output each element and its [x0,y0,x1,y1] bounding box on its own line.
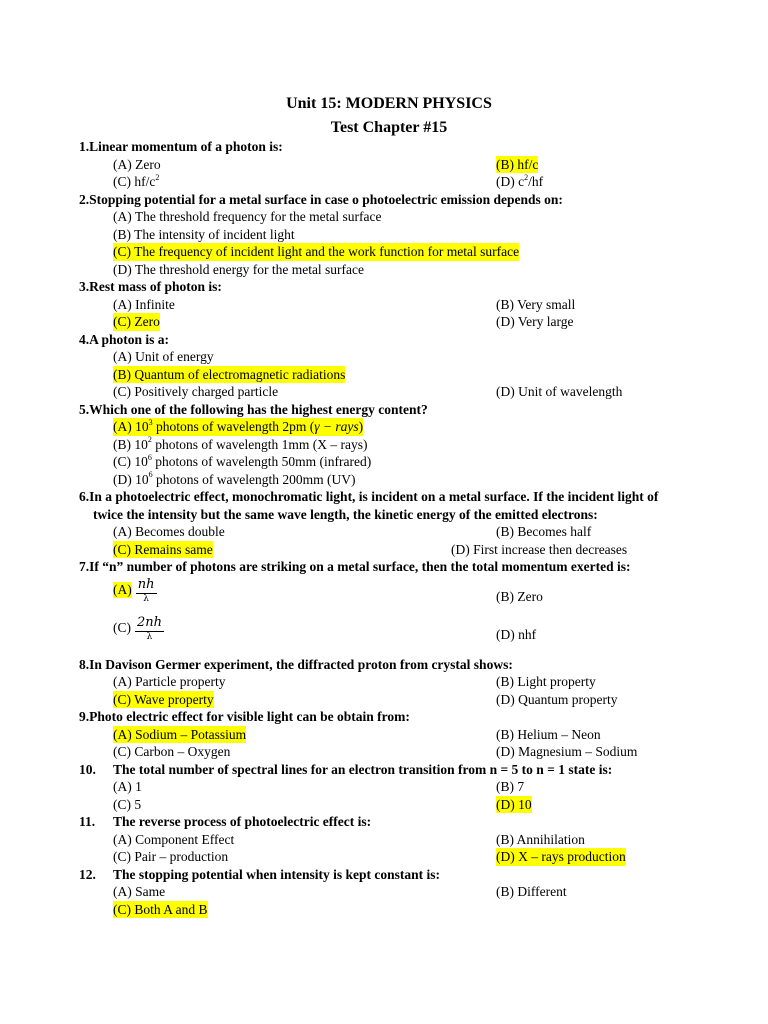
q12-option-a: (A) Same [113,884,166,899]
q8-option-a: (A) Particle property [113,674,226,689]
question-8: 8.In Davison Germer experiment, the diffracted proton from crystal shows: [79,656,513,672]
question-10: 10. The total number of spectral lines for an electron transition from n = 5 to n = 1 state is: [79,761,613,777]
q11-option-c: (C) Pair – production [113,849,229,864]
q1-row-2 [0,173,768,191]
question-5: 5.Which one of the following has the highest energy content? [79,401,428,417]
q8-option-c-answer: (C) Wave property [113,691,214,707]
q1-option-c: (C) $hf/c^2$ [113,172,160,189]
question-3: 3.Rest mass of photon is: [79,279,222,294]
q12-option-b: (B) Different [496,884,567,899]
q5-option-c: (C) $10^6$ photons of wavelength 50mm (infrared) [113,452,372,469]
q6-option-d: (D) First increase then decreases [451,541,628,557]
fraction-nh-over-lambda: $\frac{nh}{\lambda}$ [137,576,155,604]
q1-option-b-answer: (B) hf/c [496,156,539,172]
q5-option-a-answer: (A) $10^3$ photons of wavelength 2pm (γ − rays) [113,417,364,434]
q7-option-b: (B) Zero [496,588,543,604]
q3-option-c-answer: (C) Zero [113,314,160,329]
q2-option-a: (A) The threshold frequency for the metal surface [113,209,382,224]
q7-option-d: (D) nhf [496,626,537,642]
q9-option-a-answer: (A) Sodium – Potassium [113,726,247,742]
q5-option-b: (B) $10^2$ photons of wavelength 1mm (X – rays) [113,435,368,452]
q10-option-c: (C) 5 [113,796,142,812]
q8-option-b: (B) Light property [496,674,596,689]
q4-option-c: (C) Positively charged particle [113,384,279,399]
q10-option-d-answer: (D) 10 [496,796,532,812]
q2-option-b: (B) The intensity of incident light [113,226,295,242]
q6-option-a: (A) Becomes double [113,524,225,539]
q3-option-a: (A) Infinite [113,296,175,312]
q12-option-c-answer: (C) Both A and B [113,901,208,917]
q6-option-c-answer: (C) Remains same [113,541,213,557]
q7-option-a-answer: (A) $\frac{nh}{\lambda}$ [113,576,155,604]
question-1: 1.Linear momentum of a photon is: [79,139,283,154]
q8-option-d: (D) Quantum property [496,691,618,707]
question-4: 4.A photon is a: [79,331,170,347]
q6-option-b: (B) Becomes half [496,524,592,539]
q7-row-2 [0,614,768,652]
question-12: 12. The stopping potential when intensity is kept constant is: [79,866,441,882]
question-6: 6.In a photoelectric effect, monochromatic light, is incident on a metal surface. If the incident light of twice the intensity but the same wave length, the kinetic energy of the emitted electrons: [79,489,659,522]
q11-option-a: (A) Component Effect [113,831,235,847]
q4-option-a: (A) Unit of energy [113,349,214,364]
q1-row-1 [0,156,768,174]
q9-option-b: (B) Helium – Neon [496,726,601,742]
q10-option-b: (B) 7 [496,779,525,794]
question-2: 2.Stopping potential for a metal surface in case o photoelectric emission depends on: [79,191,563,207]
q1-option-d: (D) $c^2/hf$ [496,172,544,189]
q7-row-1 [0,576,768,614]
q1-option-a: (A) Zero [113,156,161,172]
question-11: 11. The reverse process of photoelectric effect is: [79,814,372,829]
unit-title: Unit 15: MODERN PHYSICS [286,95,492,112]
q3-option-b: (B) Very small [496,296,576,312]
question-9: 9.Photo electric effect for visible light can be obtain from: [79,709,410,724]
q4-option-b-answer: (B) Quantum of electromagnetic radiations [113,366,346,382]
q7-option-c: (C) $\frac{2nh}{\lambda}$ [113,614,163,642]
q11-option-d-answer: (D) X – rays production [496,849,626,864]
q9-option-c: (C) Carbon – Oxygen [113,744,231,759]
q11-option-b: (B) Annihilation [496,831,585,847]
q2-option-c-answer: (C) The frequency of incident light and the work function for metal surface [113,244,520,259]
q5-option-d: (D) $10^6$ photons of wavelength 200mm (UV) [113,470,356,487]
q3-option-d: (D) Very large [496,314,574,329]
question-list [0,138,768,918]
q10-option-a: (A) 1 [113,779,142,794]
q4-option-d: (D) Unit of wavelength [496,384,623,399]
question-7: 7.If “n” number of photons are striking on a metal surface, then the total momentum exerted is: [79,559,631,574]
fraction-2nh-over-lambda: $\frac{2nh}{\lambda}$ [137,614,163,642]
test-title: Test Chapter #15 [330,119,448,136]
q9-option-d: (D) Magnesium – Sodium [496,744,638,759]
q2-option-d: (D) The threshold energy for the metal surface [113,261,365,277]
